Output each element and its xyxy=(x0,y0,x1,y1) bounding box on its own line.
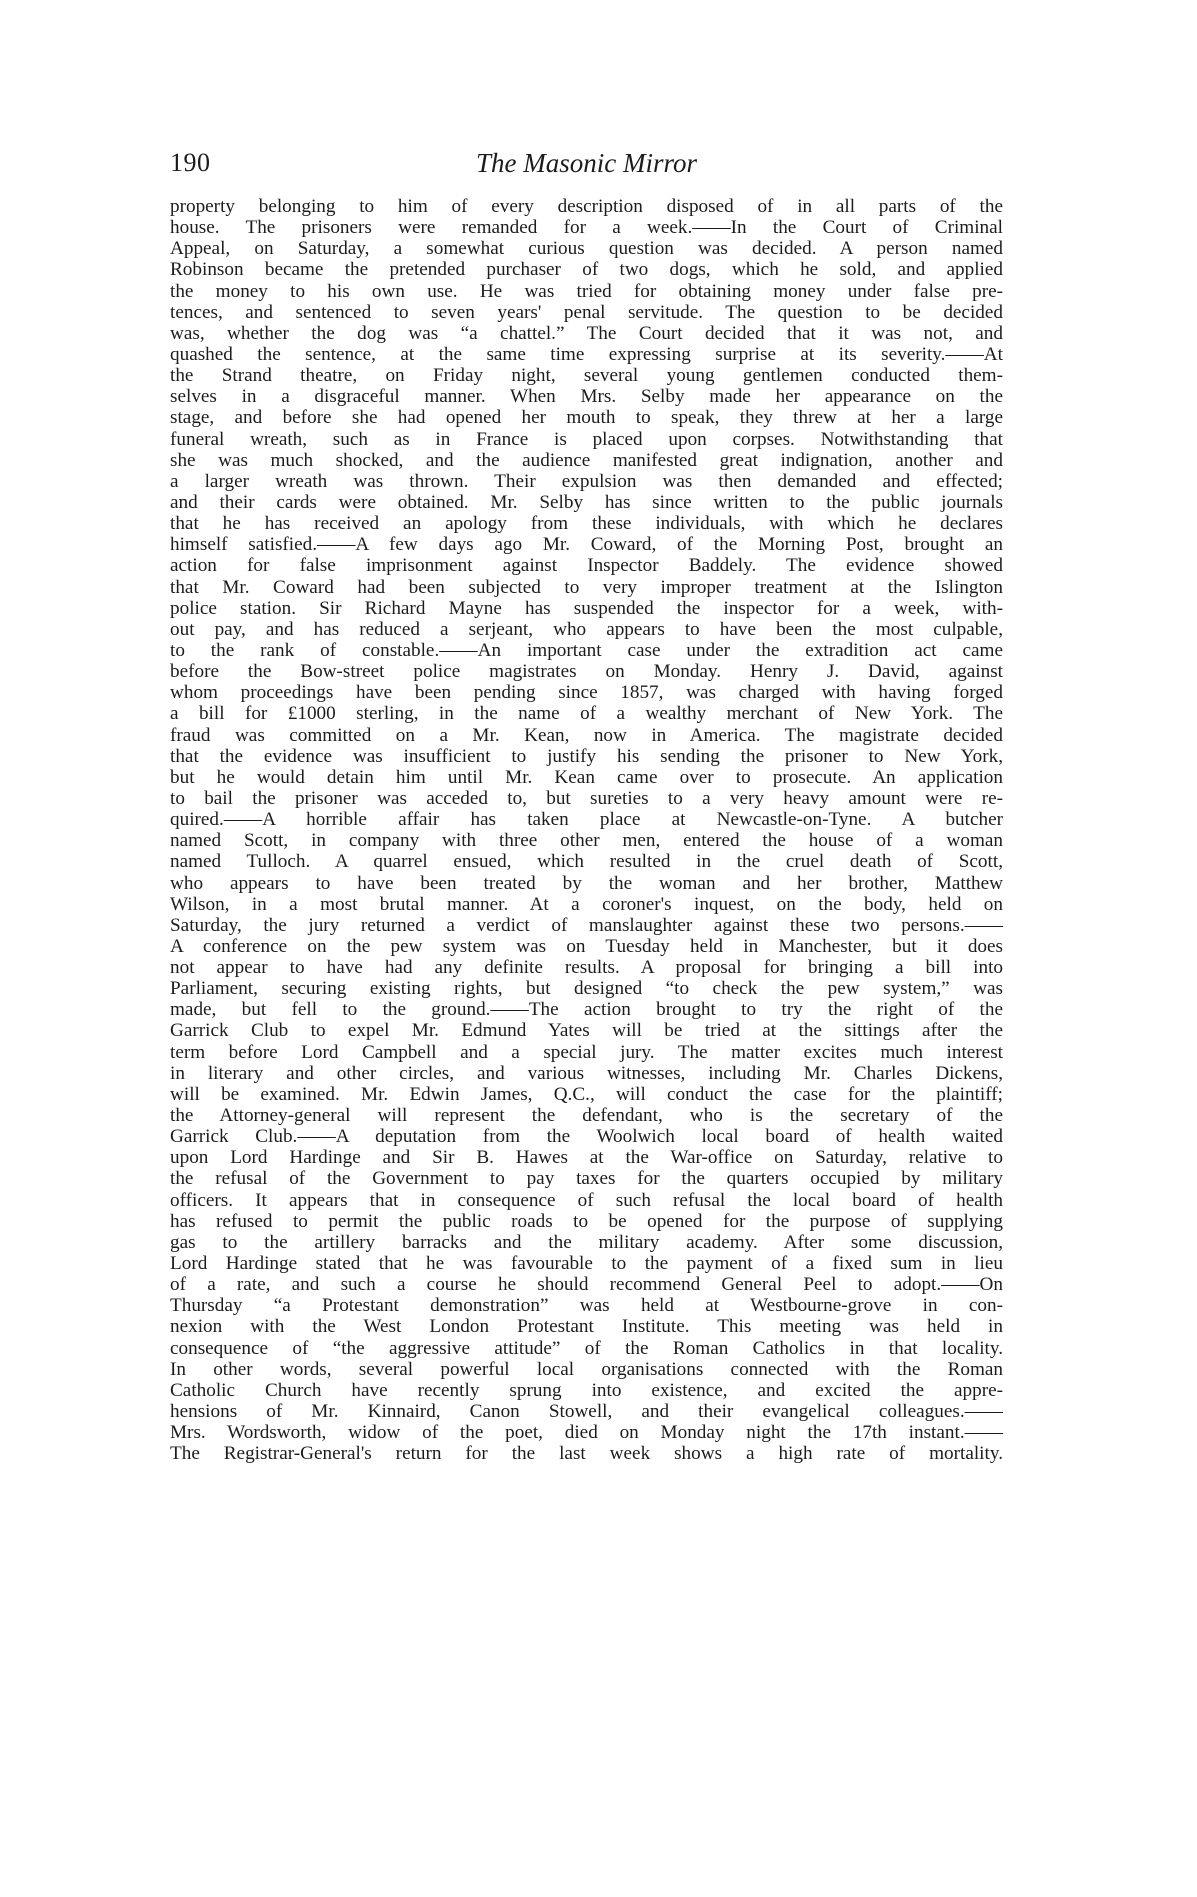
text-line: consequence of “the aggressive attitude” of the Roman Catholics in that locality. xyxy=(170,1337,1003,1359)
text-line: A conference on the pew system was on Tuesday held in Manchester, but it does xyxy=(170,935,1003,957)
text-line: named Scott, in company with three other men, entered the house of a woman xyxy=(170,830,1003,852)
body-text xyxy=(170,196,1003,1464)
text-line: Catholic Church have recently sprung into existence, and excited the appre- xyxy=(170,1379,1003,1401)
text-line: Robinson became the pretended purchaser of two dogs, which he sold, and applied xyxy=(170,259,1003,281)
text-line: Parliament, securing existing rights, but designed “to check the pew system,” was xyxy=(170,978,1003,1000)
text-line: that he has received an apology from these individuals, with which he declares xyxy=(170,513,1003,535)
text-line: hensions of Mr. Kinnaird, Canon Stowell, and their evangelical colleagues.—— xyxy=(170,1401,1003,1423)
text-line: Wilson, in a most brutal manner. At a coroner's inquest, on the body, held on xyxy=(170,893,1003,915)
text-line: that the evidence was insufficient to justify his sending the prisoner to New York, xyxy=(170,745,1003,767)
text-line: officers. It appears that in consequence of such refusal the local board of health xyxy=(170,1189,1003,1211)
text-line: named Tulloch. A quarrel ensued, which resulted in the cruel death of Scott, xyxy=(170,851,1003,873)
page-number: 190 xyxy=(170,148,211,177)
text-line: of a rate, and such a course he should recommend General Peel to adopt.——On xyxy=(170,1274,1003,1296)
text-line: Thursday “a Protestant demonstration” was held at Westbourne-grove in con- xyxy=(170,1295,1003,1317)
text-line: before the Bow-street police magistrates on Monday. Henry J. David, against xyxy=(170,661,1003,683)
text-line: quashed the sentence, at the same time expressing surprise at its severity.——At xyxy=(170,343,1003,365)
text-line: has refused to permit the public roads to be opened for the purpose of supplying xyxy=(170,1210,1003,1232)
text-line: funeral wreath, such as in France is placed upon corpses. Notwithstanding that xyxy=(170,428,1003,450)
text-line: will be examined. Mr. Edwin James, Q.C., will conduct the case for the plaintiff; xyxy=(170,1083,1003,1105)
text-line: stage, and before she had opened her mouth to speak, they threw at her a large xyxy=(170,407,1003,429)
text-line: whom proceedings have been pending since 1857, was charged with having forged xyxy=(170,682,1003,704)
text-line: to bail the prisoner was acceded to, but sureties to a very heavy amount were re- xyxy=(170,787,1003,809)
text-line: made, but fell to the ground.——The action brought to try the right of the xyxy=(170,999,1003,1021)
text-line: she was much shocked, and the audience manifested great indignation, another and xyxy=(170,449,1003,471)
text-line: selves in a disgraceful manner. When Mrs. Selby made her appearance on the xyxy=(170,386,1003,408)
text-line: action for false imprisonment against Inspector Baddely. The evidence showed xyxy=(170,555,1003,577)
text-line: house. The prisoners were remanded for a week.——In the Court of Criminal xyxy=(170,217,1003,239)
text-line: but he would detain him until Mr. Kean came over to prosecute. An application xyxy=(170,766,1003,788)
text-line: gas to the artillery barracks and the military academy. After some discussion, xyxy=(170,1231,1003,1253)
text-line: Appeal, on Saturday, a somewhat curious question was decided. A person named xyxy=(170,238,1003,260)
text-line: nexion with the West London Protestant Institute. This meeting was held in xyxy=(170,1316,1003,1338)
running-title: The Masonic Mirror xyxy=(476,148,697,178)
text-line: out pay, and has reduced a serjeant, who appears to have been the most culpable, xyxy=(170,618,1003,640)
text-line: upon Lord Hardinge and Sir B. Hawes at the War-office on Saturday, relative to xyxy=(170,1147,1003,1169)
text-line: The Registrar-General's return for the last week shows a high rate of mortality. xyxy=(170,1443,1003,1465)
text-line: himself satisfied.——A few days ago Mr. Coward, of the Morning Post, brought an xyxy=(170,534,1003,556)
text-line: Lord Hardinge stated that he was favourable to the payment of a fixed sum in lieu xyxy=(170,1253,1003,1275)
text-line: quired.——A horrible affair has taken place at Newcastle-on-Tyne. A butcher xyxy=(170,809,1003,831)
text-line: in literary and other circles, and various witnesses, including Mr. Charles Dickens, xyxy=(170,1062,1003,1084)
text-line: Saturday, the jury returned a verdict of manslaughter against these two persons.—— xyxy=(170,914,1003,936)
text-line: property belonging to him of every description disposed of in all parts of the xyxy=(170,196,1003,217)
text-line: the Strand theatre, on Friday night, several young gentlemen conducted them- xyxy=(170,365,1003,387)
text-line: fraud was committed on a Mr. Kean, now in America. The magistrate decided xyxy=(170,724,1003,746)
text-line: the Attorney-general will represent the defendant, who is the secretary of the xyxy=(170,1105,1003,1127)
text-line: who appears to have been treated by the woman and her brother, Matthew xyxy=(170,872,1003,894)
text-line: Garrick Club.——A deputation from the Woolwich local board of health waited xyxy=(170,1126,1003,1148)
text-line: police station. Sir Richard Mayne has suspended the inspector for a week, with- xyxy=(170,597,1003,619)
text-line: Mrs. Wordsworth, widow of the poet, died on Monday night the 17th instant.—— xyxy=(170,1422,1003,1444)
page-header xyxy=(170,143,1003,183)
text-line: In other words, several powerful local organisations connected with the Roman xyxy=(170,1358,1003,1380)
text-line: term before Lord Campbell and a special jury. The matter excites much interest xyxy=(170,1041,1003,1063)
text-line: that Mr. Coward had been subjected to very improper treatment at the Islington xyxy=(170,576,1003,598)
text-line: Garrick Club to expel Mr. Edmund Yates will be tried at the sittings after the xyxy=(170,1020,1003,1042)
text-line: tences, and sentenced to seven years' penal servitude. The question to be decided xyxy=(170,301,1003,323)
text-line: was, whether the dog was “a chattel.” The Court decided that it was not, and xyxy=(170,322,1003,344)
text-line: a bill for £1000 sterling, in the name of a wealthy merchant of New York. The xyxy=(170,703,1003,725)
text-line: not appear to have had any definite results. A proposal for bringing a bill into xyxy=(170,957,1003,979)
text-line: to the rank of constable.——An important case under the extradition act came xyxy=(170,639,1003,661)
text-line: and their cards were obtained. Mr. Selby has since written to the public journals xyxy=(170,491,1003,513)
text-line: a larger wreath was thrown. Their expulsion was then demanded and effected; xyxy=(170,470,1003,492)
text-line: the money to his own use. He was tried for obtaining money under false pre- xyxy=(170,280,1003,302)
text-line: the refusal of the Government to pay taxes for the quarters occupied by military xyxy=(170,1168,1003,1190)
